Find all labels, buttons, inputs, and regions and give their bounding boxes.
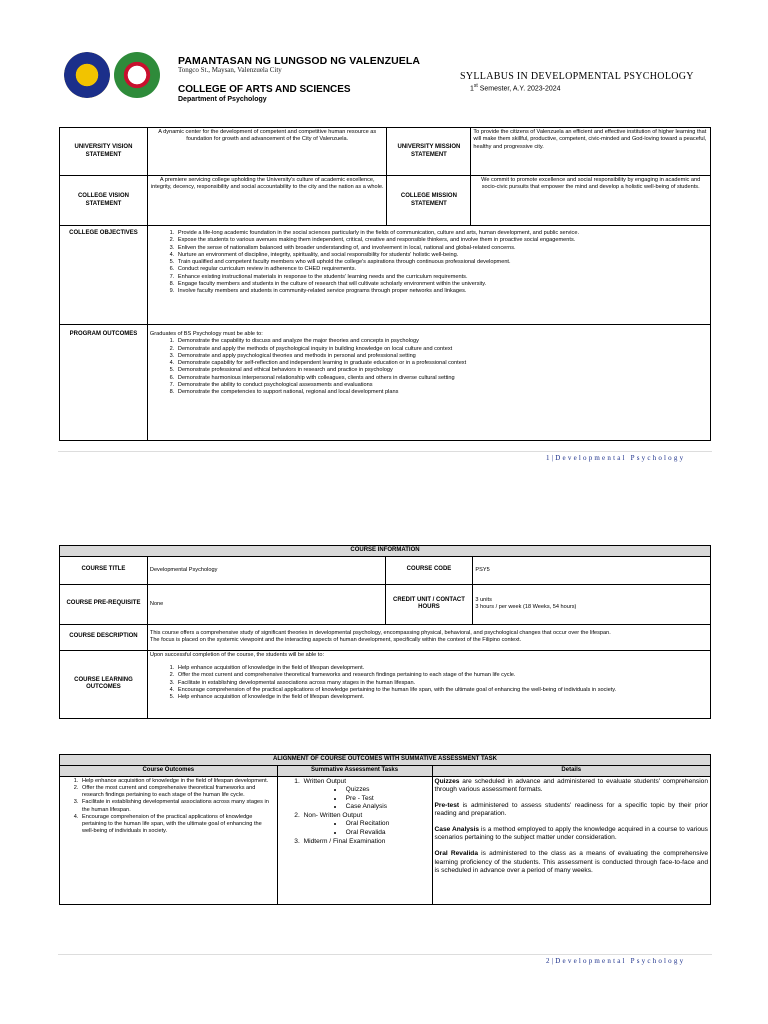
page-divider-1 xyxy=(58,451,712,452)
alignment-outcome-item: 1. Help enhance acquisition of knowledge in the field of lifespan development. xyxy=(80,778,275,785)
course-description-line: This course offers a comprehensive study of significant theories in developmental psychology, encompassing physical, behavioral, and psychological changes that occur over the lifespan. xyxy=(149,630,611,637)
credit-unit-label: CREDIT UNIT / CONTACT HOURS xyxy=(385,584,473,624)
course-title-value: Developmental Psychology xyxy=(147,556,385,584)
program-outcome-item: 5. Demonstrate professional and ethical behaviors in research and practice in psychology xyxy=(176,367,708,374)
course-learning-outcome-item: 1. Help enhance acquisition of knowledge in the field of lifespan development. xyxy=(176,665,708,672)
assessment-details-cell xyxy=(432,776,710,904)
college-name: COLLEGE OF ARTS AND SCIENCES xyxy=(178,84,351,95)
written-task-item: • Case Analysis xyxy=(344,803,430,812)
assessment-detail-term: Oral Revalida xyxy=(434,849,478,857)
university-vision-text: A dynamic center for the development of competent and competitive human resource as foundation for growth and advancement of the City of Valenzuela. xyxy=(147,128,387,176)
college-vision-label: COLLEGE VISION STATEMENT xyxy=(60,176,148,226)
course-learning-outcomes-label: COURSE LEARNING OUTCOMES xyxy=(60,650,148,718)
course-information-table xyxy=(59,545,711,719)
university-vision-label: UNIVERSITY VISION STATEMENT xyxy=(60,128,148,176)
assessment-detail-term: Quizzes xyxy=(434,777,460,785)
course-prerequisite-value: None xyxy=(147,584,385,624)
college-objectives-label: COLLEGE OBJECTIVES xyxy=(60,226,148,325)
program-outcome-item: 6. Demonstrate harmonious interpersonal relationship with colleagues, clients and others in diverse cultural setting xyxy=(176,375,708,382)
course-learning-outcome-item: 2. Offer the most current and comprehensive theoretical frameworks and research findings pertaining to each stage of the human life cycle. xyxy=(176,672,708,679)
college-objective-item: 4. Nurture an environment of discipline, integrity, spirituality, and social responsibility for students' holistic well-being. xyxy=(176,252,708,259)
contact-hours: 3 hours / per week (18 Weeks, 54 hours) xyxy=(475,604,577,611)
college-objective-item: 9. Involve faculty members and students in community-related service programs through proper networks and linkages. xyxy=(176,288,708,295)
alignment-outcome-item: 2. Offer the most current and comprehensive theoretical frameworks and research findings pertaining to each stage of the human life cycle. xyxy=(80,785,275,800)
alignment-outcome-item: 3. Facilitate in establishing developmental associations across many stages in the human lifespan. xyxy=(80,799,275,814)
program-outcome-item: 3. Demonstrate and apply psychological theories and methods in personal and professional setting xyxy=(176,353,708,360)
college-objective-item: 3. Enliven the sense of nationalism balanced with broader understanding of, and involvement in local, national and global-related concerns. xyxy=(176,245,708,252)
college-objective-item: 1. Provide a life-long academic foundation in the social sciences particularly in the fields of communication, culture and arts, human development, and public service. xyxy=(176,230,708,237)
assessment-detail-term: Pre-test xyxy=(434,801,460,809)
page-footer-1: 1|Developmental Psychology xyxy=(546,454,686,462)
alignment-header: ALIGNMENT OF COURSE OUTCOMES WITH SUMMATIVE ASSESSMENT TASK xyxy=(60,755,711,766)
syllabus-title: SYLLABUS IN DEVELOPMENTAL PSYCHOLOGY xyxy=(460,71,694,82)
course-description-label: COURSE DESCRIPTION xyxy=(60,624,148,650)
college-objective-item: 5. Train qualified and competent faculty members who will uphold the college's aspirations through continuous professional development. xyxy=(176,259,708,266)
program-outcomes-label: PROGRAM OUTCOMES xyxy=(60,325,148,441)
program-outcome-item: 1. Demonstrate the capability to discuss and analyze the major theories and concepts in psychology xyxy=(176,338,708,345)
assessment-detail-text: is administered to assess students' readiness for a specific topic by their prior reading and preparation. xyxy=(434,801,708,818)
assessment-detail xyxy=(435,778,708,795)
program-outcomes-list xyxy=(150,338,708,396)
college-mission-text: We commit to promote excellence and social responsibility by engaging in academic and socio-civic pursuits that empower the mind and develop a holistic well-being of students. xyxy=(471,176,711,226)
assessment-detail-text: is administered to the class as a means of evaluating the comprehensive learning proficiency of the students. This assessment is conducted through face-to-face and is scheduled in advance over a period of many weeks. xyxy=(434,849,708,875)
details-col-header: Details xyxy=(432,765,710,776)
course-learning-outcomes-content xyxy=(147,650,710,718)
course-learning-outcomes-list xyxy=(150,665,708,701)
college-objectives-content xyxy=(147,226,710,325)
assessment-tasks-cell xyxy=(277,776,432,904)
course-description-text xyxy=(147,624,710,650)
course-description-line: The focus is placed on the systemic viewpoint and the interacting aspects of human development, specifically within the context of the Filipino context. xyxy=(149,637,522,644)
task2-subitems xyxy=(304,820,430,837)
page-footer-2: 2|Developmental Psychology xyxy=(546,957,686,965)
college-objective-item: 2. Expose the students to various avenues making them independent, critical, creative and responsible thinkers, and involve them in proactive social engagements. xyxy=(176,237,708,244)
university-name: PAMANTASAN NG LUNGSOD NG VALENZUELA xyxy=(178,55,421,67)
assessment-tasks-col-header: Summative Assessment Tasks xyxy=(277,765,432,776)
vision-mission-table xyxy=(59,127,711,441)
university-seal-logo xyxy=(64,52,110,98)
alignment-table xyxy=(59,754,711,905)
assessment-detail-term: Case Analysis xyxy=(434,825,480,833)
program-outcomes-content xyxy=(147,325,710,441)
non-written-task-item: • Oral Recitation xyxy=(344,820,430,829)
college-objectives-list xyxy=(150,230,708,295)
assessment-detail-text: is a method employed to apply the knowledge acquired in a course to various scenarios pertaining to the subject matter under consideration. xyxy=(434,825,708,842)
alignment-outcomes-cell xyxy=(60,776,278,904)
college-objective-item: 7. Enhance existing instructional materials in response to the students' learning needs and the curriculum requirements. xyxy=(176,274,708,281)
written-task-item: • Pre - Test xyxy=(344,795,430,804)
college-objective-item: 6. Conduct regular curriculum review in adherence to CHED requirements. xyxy=(176,266,708,273)
assessment-tasks-list xyxy=(280,778,430,847)
assessment-detail-text: are scheduled in advance and administered to evaluate students' comprehension through various assessment formats. xyxy=(434,777,708,794)
credit-unit-value xyxy=(473,584,711,624)
course-code-label: COURSE CODE xyxy=(385,556,473,584)
task-item: 1. Written Output • Quizzes • Pre - Test • Case Analysis xyxy=(302,778,430,812)
assessment-detail xyxy=(435,826,708,843)
course-learning-outcome-item: 3. Facilitate in establishing developmental associations across many stages in the human lifespan. xyxy=(176,680,708,687)
department-name: Department of Psychology xyxy=(178,96,267,103)
program-outcome-item: 2. Demonstrate and apply the methods of psychological inquiry in building knowledge on local culture and context xyxy=(176,346,708,353)
task-item: 2. Non- Written Output • Oral Recitation • Oral Revalida xyxy=(302,812,430,838)
alignment-outcomes-list xyxy=(62,778,275,836)
task-item: 3. Midterm / Final Examination xyxy=(302,838,430,847)
university-address: Tongco St., Maysan, Valenzuela City xyxy=(178,66,282,74)
college-objective-item: 8. Engage faculty members and students in the culture of research that will cultivate scholarly environment within the university. xyxy=(176,281,708,288)
college-vision-text: A premiere servicing college upholding the University's culture of academic excellence, integrity, decency, responsibility and social accountability to the city and the nation as a whole. xyxy=(147,176,387,226)
university-mission-text: To provide the citizens of Valenzuela an efficient and effective institution of higher learning that will make them skillful, productive, competent, civic-minded and God-loving toward a peaceful, healthy and progressive city. xyxy=(471,128,711,176)
program-outcome-item: 8. Demonstrate the competencies to support national, regional and local development plans xyxy=(176,389,708,396)
course-information-header: COURSE INFORMATION xyxy=(60,546,711,557)
task1-subitems xyxy=(304,786,430,812)
course-title-label: COURSE TITLE xyxy=(60,556,148,584)
non-written-task-item: • Oral Revalida xyxy=(344,829,430,838)
page-divider-2 xyxy=(58,954,712,955)
credit-units: 3 units xyxy=(475,597,492,604)
university-mission-label: UNIVERSITY MISSION STATEMENT xyxy=(387,128,471,176)
clo-intro: Upon successful completion of the course, the students will be able to: xyxy=(149,651,325,658)
assessment-detail xyxy=(435,802,708,819)
course-learning-outcome-item: 4. Encourage comprehension of the practical applications of knowledge pertaining to the human life span, with the ultimate goal of enhancing the well-being of individuals in society. xyxy=(176,687,708,694)
course-learning-outcome-item: 5. Help enhance acquisition of knowledge in the field of lifespan development. xyxy=(176,694,708,701)
program-outcome-item: 4. Demonstrate capability for self-reflection and independent learning in graduate education or in a professional context xyxy=(176,360,708,367)
assessment-detail xyxy=(435,850,708,876)
program-outcomes-intro: Graduates of BS Psychology must be able to: xyxy=(149,331,263,337)
college-mission-label: COLLEGE MISSION STATEMENT xyxy=(387,176,471,226)
course-outcomes-col-header: Course Outcomes xyxy=(60,765,278,776)
program-outcome-item: 7. Demonstrate the ability to conduct psychological assessments and evaluations xyxy=(176,382,708,389)
course-code-value: PSY5 xyxy=(473,556,711,584)
course-prerequisite-label: COURSE PRE-REQUISITE xyxy=(60,584,148,624)
semester-label: 1st Semester, A.Y. 2023-2024 xyxy=(470,83,561,93)
college-seal-logo xyxy=(114,52,160,98)
alignment-outcome-item: 4. Encourage comprehension of the practical applications of knowledge pertaining to the human life span, with the ultimate goal of enhancing the well-being of individuals in society. xyxy=(80,814,275,836)
written-task-item: • Quizzes xyxy=(344,786,430,795)
